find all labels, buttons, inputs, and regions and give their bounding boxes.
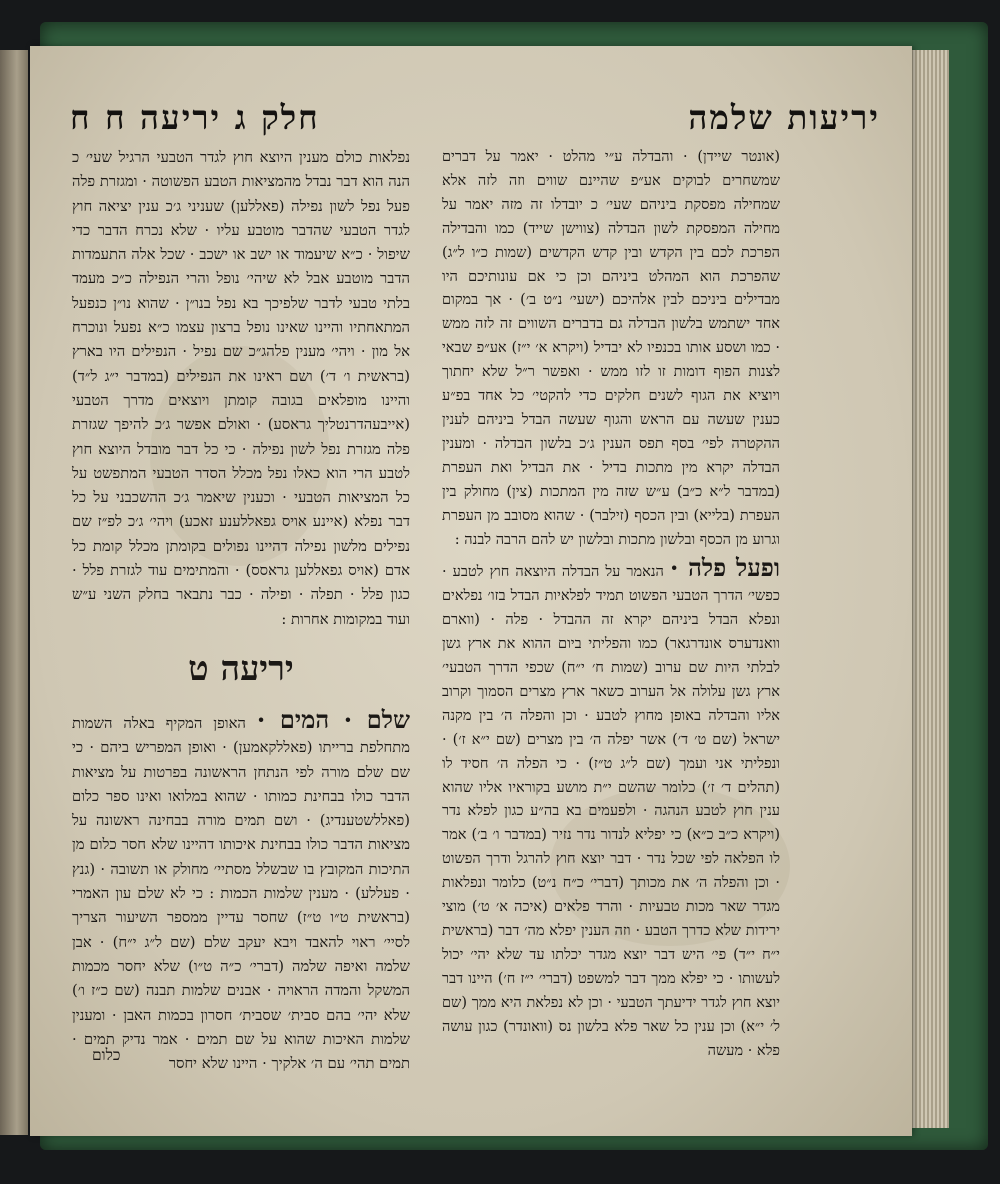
text-column-right	[442, 146, 780, 1063]
running-title: יריעות שלמה	[688, 98, 880, 137]
paragraph-text: הנאמר על הבדלה היוצאה חוץ לטבע · כפשי׳ הדרך הטבעי הפשוט תמיד לפלאיות הבדל בזו׳ נפלאים ונפלא הבדל ביניהם יקרא זה ההבדל · פלה · (ווארם וואנדערס אונדרגאר) כמו והפליתי ביום ההוא את ארץ גשן לבלתי היות שם ערוב (שמות ח׳ י״ח) שכפי הדרך הטבעי׳ ארץ גשן עלולה אל הערוב כשאר ארץ מצרים הסמוך וקרוב אליו והבדלה באופן מחוץ לטבע · וכן והפלה ה׳ בין מקנה ישראל (שם ט׳ ד׳) אשר יפלה ה׳ בין מצרים (שם י״א ז׳) · ונפליתי אני ועמך (שם ל״ג ט״ז) · כי הפלה ה׳ חסיד לו (תהלים ד׳ ז׳) כלומר שהשם י״ת מושע בקוראיו אליו שהוא ענין חוץ לטבע הנהגה · ולפעמים בא בה״ע כגון לפלא נדר (ויקרא כ״ב כ״א) כי יפליא לנדור נדר נזיר (במדבר ו׳ ב׳) אמר לו הפלאה לפי שכל נדר · דבר יוצא חוץ להרגל ודרך הפשוט · וכן והפלה ה׳ את מכותך (דברי׳ כ״ח נ״ט) כלומר ונפלאות מגדר שאר מכות טבעיות · והרד פלאים (איכה א׳ ט׳) מוצי ירידות שלא כדרך הטבע · וזה הענין יפלא מה׳ דבר (בראשית י״ח י״ד) פי׳ היש דבר יוצא מגדר יכלתו עד שלא יהי׳ יכול לעשותו · כי יפלא ממך דבר למשפט (דברי׳ י״ז ח׳) היינו דבר יוצא חוץ לגדר ידיעתך הטבעי · וכן לא נפלאת היא ממך (שם ל׳ י״א) וכן ענין כל שאר פלא בלשון נס (וואונדר) כגון עושה פלא · מעשה	[442, 564, 780, 1059]
facing-page-edge	[0, 50, 28, 1135]
lead-words: שלם · המים ·	[256, 704, 410, 734]
paragraph: (אונטר שיידן) · והבדלה ע״י מהלט · יאמר על דברים שמשחרים לבוקים אע״פ שהיינם שווים וזה לזה אלא שמחילה מפסקת ביניהם שעי׳ כ יובדלו זה מזה יאמר על מחילה המפסקת לשון הבדלה (צווישן שייד) כמו והבדילה הפרכת לכם בין הקדש ובין קדש הקדשים (שמות כ״ו ל״ג) שהפרכת הוא המהלט ביניהם וכן כי אם עונותיכם היו מבדילים ביניכם לבין אלהיכם (ישעי׳ נ״ט ב׳) · אך במקום אחד ישתמש בלשון הבדלה גם בדברים השווים זה לזה ממש · כמו ושסע אותו בכנפיו לא יבדיל (ויקרא א׳ י״ז) אע״פ שבאי לצנות הפוף דומות זו לזו ממש · ואפשר ר״ל שלא יחתוך ויוציא את הגוף לשנים חלקים כדי להקטי׳ כל אחד בפ״ע כענין שעשה עם הראש והגוף שעשה הבדל ביניהם לענין ההקטרה לפי׳ בסף תפס הענין ג׳כ בלשון הבדלה · ומענין הבדלה יקרא מין מתכות בדיל · את הבדיל ואת העפרת (במדבר ל״א כ״ב) ע״ש שזה מין המתכות (צין) מחולק בין העפרת (בלייא) ובין הכסף (זילבר) · שהוא מסובב מן העפרת וגרוע מן הכסף ובלשון מתכות ובלשון יש להם הרבה לבנה :	[442, 149, 780, 548]
paragraph	[72, 704, 410, 1076]
running-section-title: חלק ג יריעה ח ח	[70, 98, 320, 137]
book-page	[30, 46, 912, 1136]
paragraph	[442, 552, 780, 1063]
section-heading: יריעה ט	[188, 648, 294, 689]
paragraph: נפלאות כולם מענין היוצא חוץ לגדר הטבעי הרגיל שעי׳ כ הנה הוא דבר נבדל מהמציאות הטבע הפשוטה · ומגזרת פלה פעל נפל לשון נפילה (פאללען) שעניני ג׳כ ענין יציאה חוץ לגדר הטבעי שהדבר מוטבע עליו · שלא נכרח הדבר כדי שיפול · כ״א שיעמוד או ישב או ישכב · שכל אלה התעמדות הדבר מוטבע אבל לא שיהי׳ נופל והרי הנפילה כ״כ מעמד בלתי טבעי לדבר שלפיכך בא נפל בנו״ן · שהוא נו״ן כנפעל המתאחתיו והיינו שאינו נופל ברצון עצמו כ״א נפעל ונוכרח אל מון · ויהי׳ מענין פלהג״כ שם נפיל · הנפילים היו בארץ (בראשית ו׳ ד׳) ושם ראינו את הנפילים (במדבר י״ג ל״ד) והיינו מופלאים בגובה קומתן ויוצאים מדרך הטבעי (אייבעהדרנטליך גראסע) · ואולם אפשר ג׳כ להיפך שגזרת פלה מגזרת נפל לשון נפילה · כי כל דבר מובדל היוצא חוץ לטבע הרי הוא כאלו נפל מכלל הסדר הטבעי המתפשט על כל המציאות הטבעי · וכענין שיאמר ג׳כ ההשכבני על כל דבר נפלא (איינע אויס גפאללענע זאכע) ויהי׳ ג׳כ לפ״ז שם נפילים מלשון נפילה דהיינו נפולים בקומתן מכלל קומת כל אדם (אויס גפאללען גראסס) · והמתימים עוד לגזרת פלל · כגון פלל · תפלה · ופילה · כבר נתבאר בחלק השני ע״ש ועוד במקומות אחרות :	[72, 149, 410, 628]
catchword: כלום	[92, 1046, 121, 1064]
text-column-left	[72, 146, 410, 1076]
paragraph-text: האופן המקיף באלה השמות מתחלפת ברייתו (פאללקאמען) · ואופן המפריש ביהם · כי שם שלם מורה לפי הנתחן הראשונה בפרטות על מציאות הדבר כולו בבחינת כמותו · שהוא במלואו ואינו ספר כלום (פאללשטענדיג) · ושם תמים מורה בבחינה ראשונה על מציאות הדבר כולו בבחינת איכותו דהיינו שלא חסר כלום מן התיכות המקובץ בו שבשלל מסתיי׳ מחולק או תשובה · (גנץ · פעללע) · מענין שלמות הכמות : כי לא שלם עון האמרי (בראשית ט״ו ט״ז) שחסר עדיין ממספר השיעור הצריך לסיי׳ ראוי להאבד ויבא יעקב שלם (שם ל״ג י״ח) · אבן שלמה ואיפה שלמה (דברי׳ כ״ה ט״ו) שלא יחסר מכמות המשקל והמדה הראויה · אבנים שלמות תבנה (שם כ״ז ו׳) שלא יהי׳ בהם סבית׳ שסבית׳ חסרון בכמות האבן · ומענין שלמות האיכות שהוא על שם תמים · אמר נדיק תמים · תמים תהי׳ עם ה׳ אלקיך · היינו שלא יחסר	[72, 714, 410, 1073]
lead-words: ופעל פלה ·	[669, 553, 780, 583]
